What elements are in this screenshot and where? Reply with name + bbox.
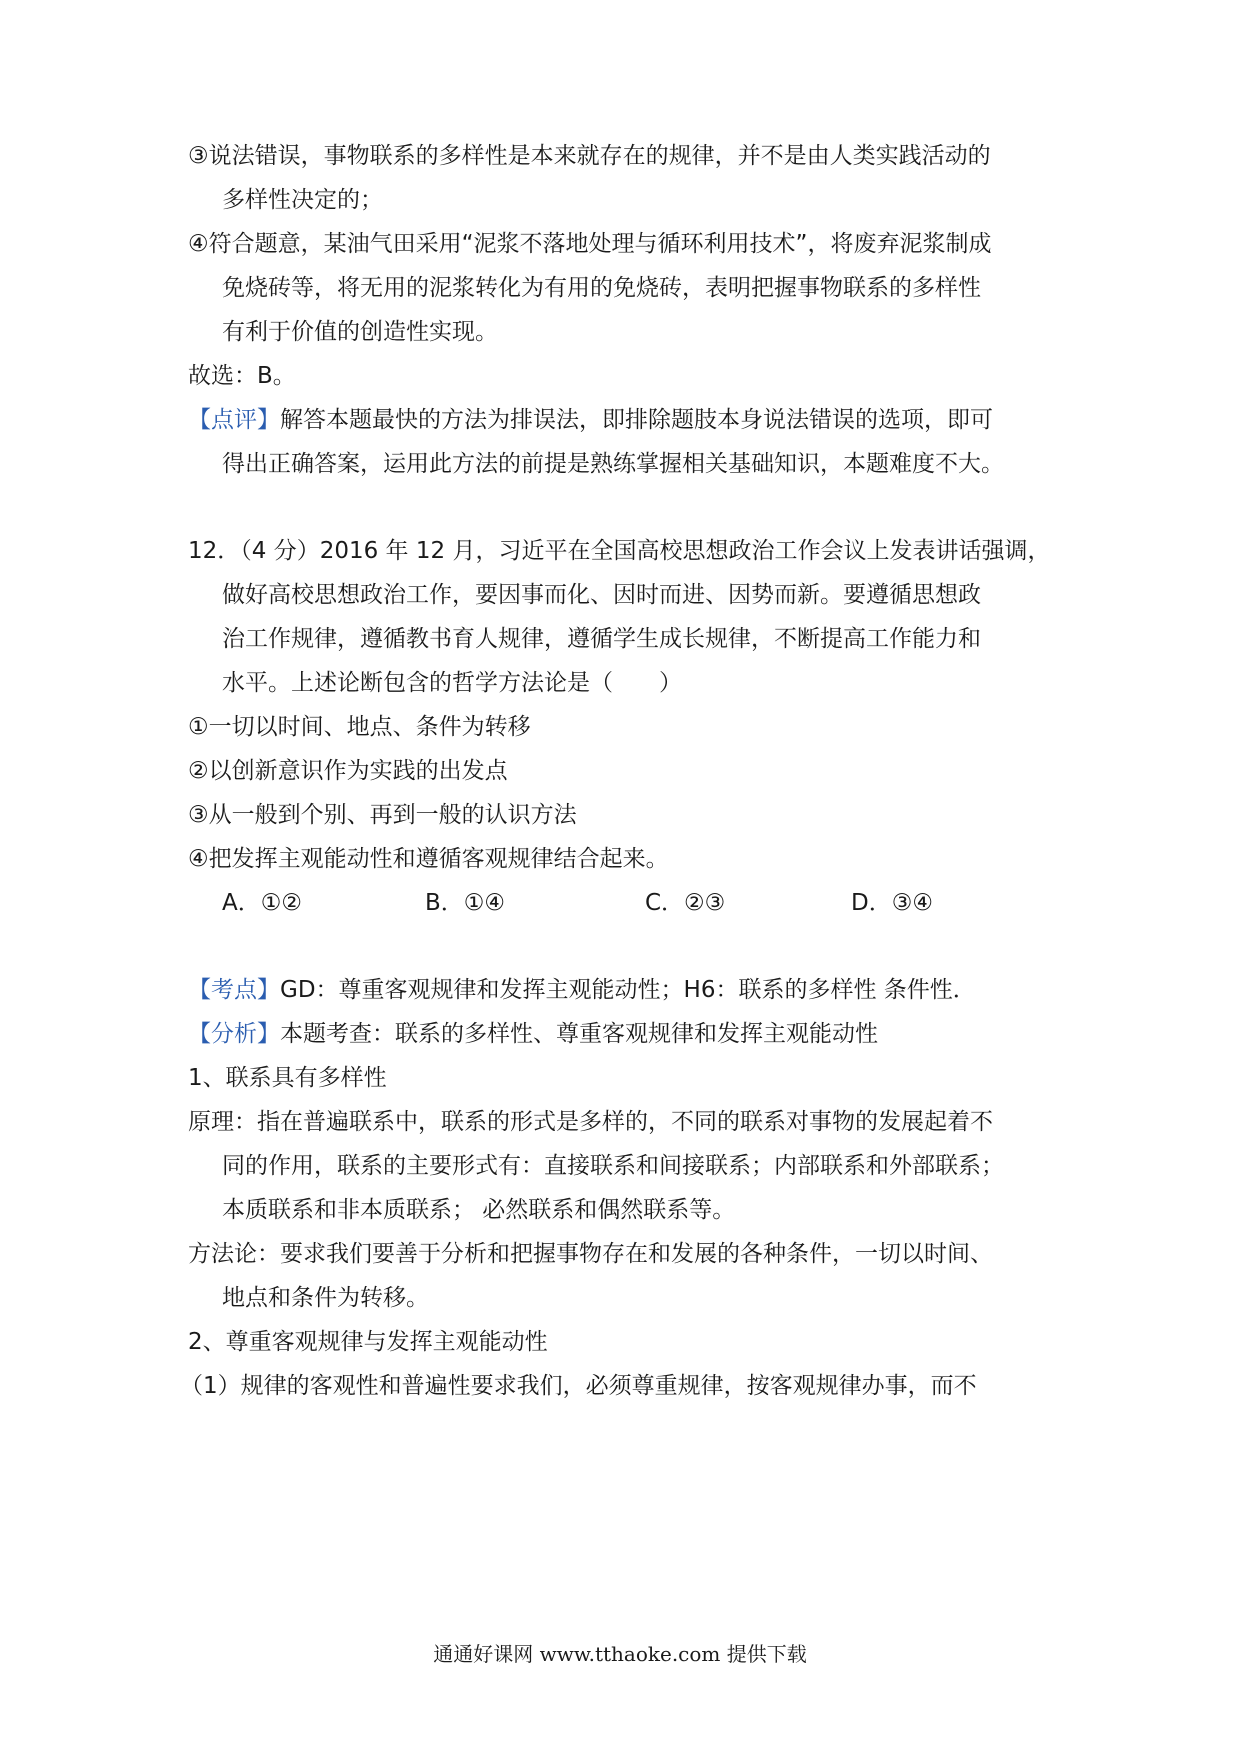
fenxi-line xyxy=(188,1019,1068,1049)
section2-heading: 2、尊重客观规律与发挥主观能动性 xyxy=(188,1329,548,1355)
item4-line3: 有利于价值的创造性实现。 xyxy=(222,319,498,345)
comment-text: 解答本题最快的方法为排误法，即排除题肢本身说法错误的选项，即可 xyxy=(280,407,993,433)
item4-line2: 免烧砖等，将无用的泥浆转化为有用的免烧砖，表明把握事物联系的多样性 xyxy=(222,275,981,301)
q12-stem-line4: 水平。上述论断包含的哲学方法论是（ ） xyxy=(222,670,682,696)
kaodian-text: GD：尊重客观规律和发挥主观能动性；H6：联系的多样性 条件性． xyxy=(280,977,976,1003)
fangfa-line1: 方法论：要求我们要善于分析和把握事物存在和发展的各种条件，一切以时间、 xyxy=(188,1241,993,1267)
q12-item-4: ④把发挥主观能动性和遵循客观规律结合起来。 xyxy=(188,846,669,872)
q12-stem-line1: 12．（4 分）2016 年 12 月，习近平在全国高校思想政治工作会议上发表讲话强调， xyxy=(188,538,1051,564)
kaodian-line xyxy=(188,975,1068,1005)
q12-item-1: ①一切以时间、地点、条件为转移 xyxy=(188,714,531,740)
section1-heading: 1、联系具有多样性 xyxy=(188,1065,387,1091)
comment-line2: 得出正确答案，运用此方法的前提是熟练掌握相关基础知识，本题难度不大。 xyxy=(222,451,1004,477)
yuanli-line1: 原理：指在普遍联系中，联系的形式是多样的，不同的联系对事物的发展起着不 xyxy=(188,1109,993,1135)
item3-line2: 多样性决定的； xyxy=(222,187,383,213)
subpoint-1: （1）规律的客观性和普遍性要求我们，必须尊重规律，按客观规律办事，而不 xyxy=(180,1373,977,1399)
footer-text: 通通好课网 www.tthaoke.com 提供下载 xyxy=(433,1642,807,1666)
q12-stem-line3: 治工作规律，遵循教书育人规律，遵循学生成长规律，不断提高工作能力和 xyxy=(222,626,981,652)
answer-line: 故选：B。 xyxy=(188,363,296,389)
option-b: B．①④ xyxy=(425,890,506,916)
item4-line1: ④符合题意，某油气田采用“泥浆不落地处理与循环利用技术”，将废弃泥浆制成 xyxy=(188,231,992,257)
comment-line1 xyxy=(188,405,1068,435)
fenxi-tag: 【分析】 xyxy=(188,1021,280,1047)
fenxi-text: 本题考查：联系的多样性、尊重客观规律和发挥主观能动性 xyxy=(280,1021,878,1047)
kaodian-tag: 【考点】 xyxy=(188,977,280,1003)
option-a: A．①② xyxy=(222,890,302,916)
yuanli-line3: 本质联系和非本质联系； 必然联系和偶然联系等。 xyxy=(222,1197,736,1223)
option-c: C．②③ xyxy=(645,890,726,916)
comment-tag: 【点评】 xyxy=(188,407,280,433)
yuanli-line2: 同的作用，联系的主要形式有：直接联系和间接联系；内部联系和外部联系； xyxy=(222,1153,1004,1179)
item3-line1: ③说法错误，事物联系的多样性是本来就存在的规律，并不是由人类实践活动的 xyxy=(188,143,991,169)
q12-stem-line2: 做好高校思想政治工作，要因事而化、因时而进、因势而新。要遵循思想政 xyxy=(222,582,981,608)
fangfa-line2: 地点和条件为转移。 xyxy=(222,1285,429,1311)
option-d: D．③④ xyxy=(851,890,933,916)
q12-item-2: ②以创新意识作为实践的出发点 xyxy=(188,758,508,784)
q12-item-3: ③从一般到个别、再到一般的认识方法 xyxy=(188,802,577,828)
